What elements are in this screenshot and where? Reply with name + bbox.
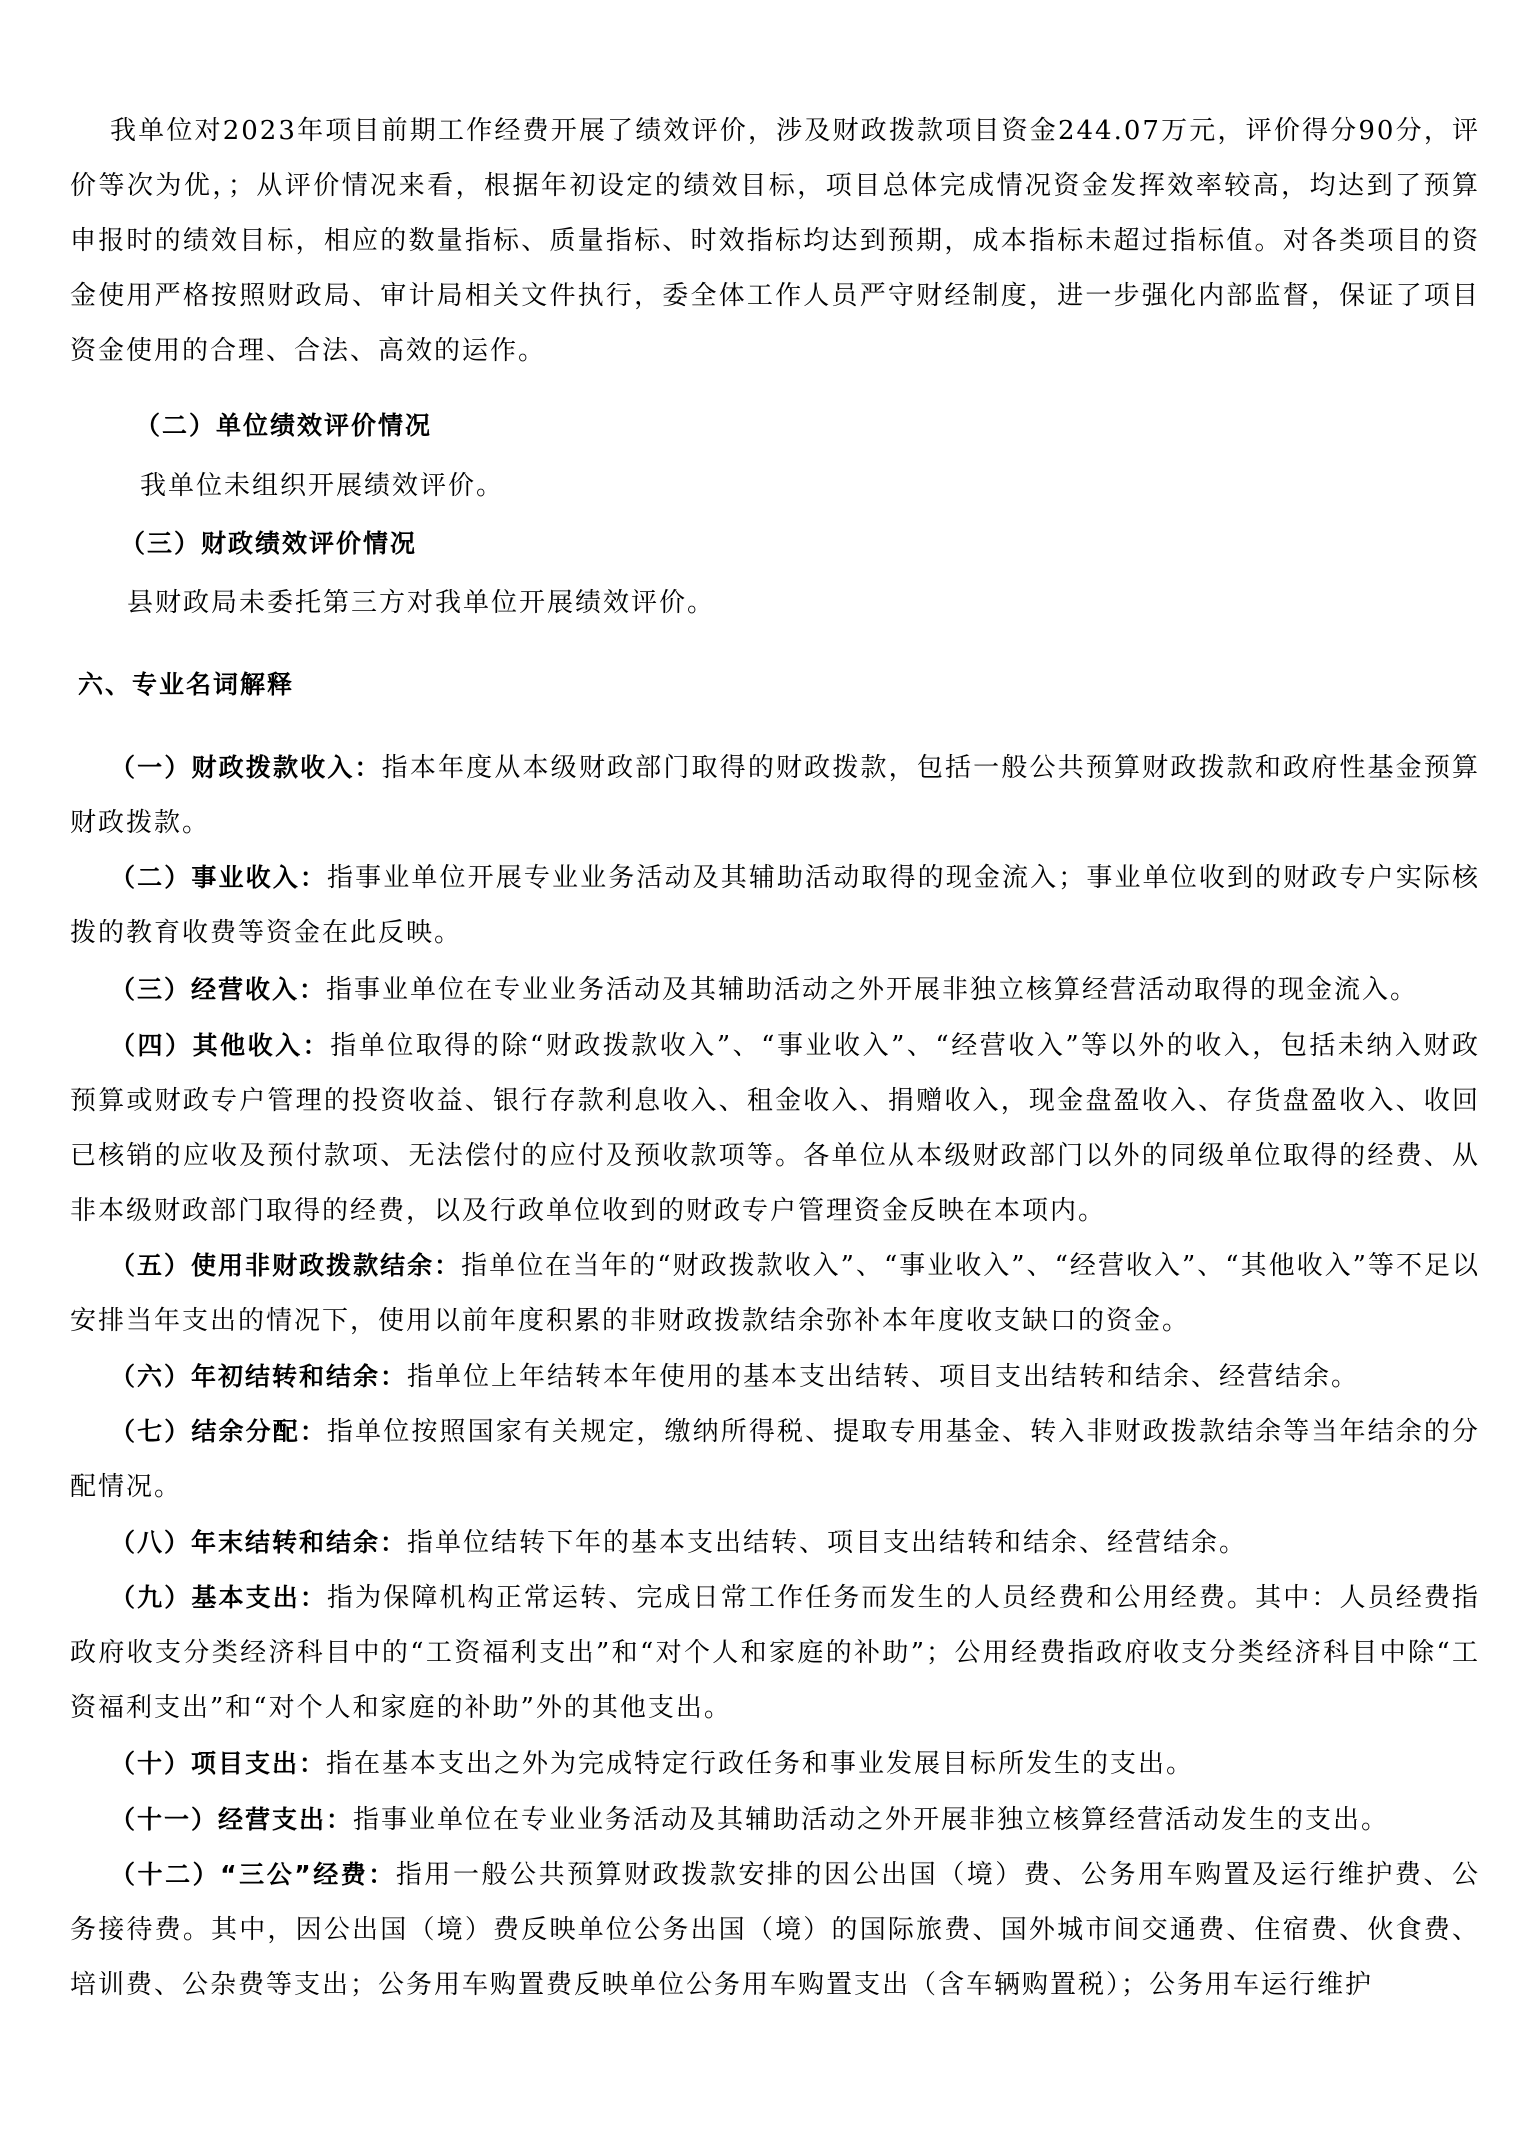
finance-eval-heading — [120, 516, 417, 572]
glossary-definition: 指事业单位在专业业务活动及其辅助活动之外开展非独立核算经营活动发生的支出。 — [353, 1805, 1390, 1835]
glossary-definition: 指事业单位在专业业务活动及其辅助活动之外开展非独立核算经营活动取得的现金流入。 — [326, 975, 1419, 1005]
glossary-definition: 指单位在当年的“财政拨款收入”、“事业收入”、“经营收入”、“其他收入”等不足以安排当年支出的情况下，使用以前年度积累的非财政拨款结余弥补本年度收支缺口的资金。 — [70, 1251, 1480, 1336]
glossary-term: （三）经营收入： — [110, 975, 327, 1004]
glossary-definition: 指单位取得的除“财政拨款收入”、“事业收入”、“经营收入”等以外的收入，包括未纳入财政预算或财政专户管理的投资收益、银行存款利息收入、租金收入、捐赠收入，现金盘盈收入、存货盘盈收入、收回已核销的应收及预付款项、无法偿付的应付及预收款项等。各单位从本级财政部门以外的同级单位取得的经费、从非本级财政部门取得的经费，以及行政单位收到的财政专户管理资金反映在本项内。 — [70, 1031, 1480, 1226]
glossary-definition: 指单位按照国家有关规定，缴纳所得税、提取专用基金、转入非财政拨款结余等当年结余的分配情况。 — [70, 1417, 1480, 1502]
glossary-definition: 指单位结转下年的基本支出结转、项目支出结转和结余、经营结余。 — [407, 1528, 1248, 1558]
glossary-title — [78, 657, 294, 713]
glossary-term: （八）年末结转和结余： — [110, 1528, 408, 1557]
glossary-item — [70, 1404, 1480, 1515]
glossary-item — [70, 962, 1480, 1018]
finance-eval-heading-text: （三）财政绩效评价情况 — [120, 529, 418, 558]
glossary-definition: 指本年度从本级财政部门取得的财政拨款，包括一般公共预算财政拨款和政府性基金预算财政拨款。 — [70, 753, 1480, 838]
glossary-term: （十二）“三公”经费： — [110, 1860, 396, 1889]
glossary-definition: 指事业单位开展专业业务活动及其辅助活动取得的现金流入；事业单位收到的财政专户实际核拨的教育收费等资金在此反映。 — [70, 863, 1480, 948]
glossary-item — [70, 1238, 1480, 1349]
glossary-term: （十）项目支出： — [110, 1749, 327, 1778]
glossary-term: （七）结余分配： — [110, 1417, 327, 1446]
glossary-item — [70, 740, 1480, 851]
glossary-item — [70, 1736, 1480, 1792]
glossary-item — [70, 850, 1480, 961]
glossary-definition: 指为保障机构正常运转、完成日常工作任务而发生的人员经费和公用经费。其中：人员经费指政府收支分类经济科目中的“工资福利支出”和“对个人和家庭的补助”；公用经费指政府收支分类经济科目中除“工资福利支出”和“对个人和家庭的补助”外的其他支出。 — [70, 1583, 1480, 1723]
glossary-item — [70, 1018, 1480, 1239]
glossary-definition: 指在基本支出之外为完成特定行政任务和事业发展目标所发生的支出。 — [326, 1749, 1195, 1779]
glossary-term: （一）财政拨款收入： — [110, 753, 382, 782]
unit-eval-text: 我单位未组织开展绩效评价。 — [140, 471, 505, 501]
unit-eval-heading-text: （二）单位绩效评价情况 — [135, 411, 433, 440]
glossary-item — [70, 1349, 1480, 1405]
glossary-item — [70, 1847, 1480, 2013]
glossary-definition: 指单位上年结转本年使用的基本支出结转、项目支出结转和结余、经营结余。 — [407, 1362, 1360, 1392]
glossary-title-text: 六、专业名词解释 — [78, 670, 295, 699]
glossary-term: （四）其他收入： — [110, 1031, 331, 1060]
glossary-term: （十一）经营支出： — [110, 1805, 354, 1834]
unit-eval-heading — [135, 398, 432, 454]
glossary-item — [70, 1515, 1480, 1571]
finance-eval-text: 县财政局未委托第三方对我单位开展绩效评价。 — [127, 588, 716, 618]
glossary-item — [70, 1792, 1480, 1848]
glossary-term: （六）年初结转和结余： — [110, 1362, 408, 1391]
intro-paragraph: 我单位对2023年项目前期工作经费开展了绩效评价，涉及财政拨款项目资金244.07万元，评价得分90分，评价等次为优，；从评价情况来看，根据年初设定的绩效目标，项目总体完成情况资金发挥效率较高，均达到了预算申报时的绩效目标，相应的数量指标、质量指标、时效指标均达到预期，成本指标未超过指标值。对各类项目的资金使用严格按照财政局、审计局相关文件执行，委全体工作人员严守财经制度，进一步强化内部监督，保证了项目资金使用的合理、合法、高效的运作。 — [70, 116, 1480, 366]
glossary-definition: 指用一般公共预算财政拨款安排的因公出国（境）费、公务用车购置及运行维护费、公务接待费。其中，因公出国（境）费反映单位公务出国（境）的国际旅费、国外城市间交通费、住宿费、伙食费、培训费、公杂费等支出；公务用车购置费反映单位公务用车购置支出（含车辆购置税）；公务用车运行维护 — [70, 1860, 1480, 2000]
glossary-term: （五）使用非财政拨款结余： — [110, 1251, 462, 1280]
glossary-item — [70, 1570, 1480, 1736]
glossary-term: （九）基本支出： — [110, 1583, 327, 1612]
glossary-term: （二）事业收入： — [110, 863, 327, 892]
